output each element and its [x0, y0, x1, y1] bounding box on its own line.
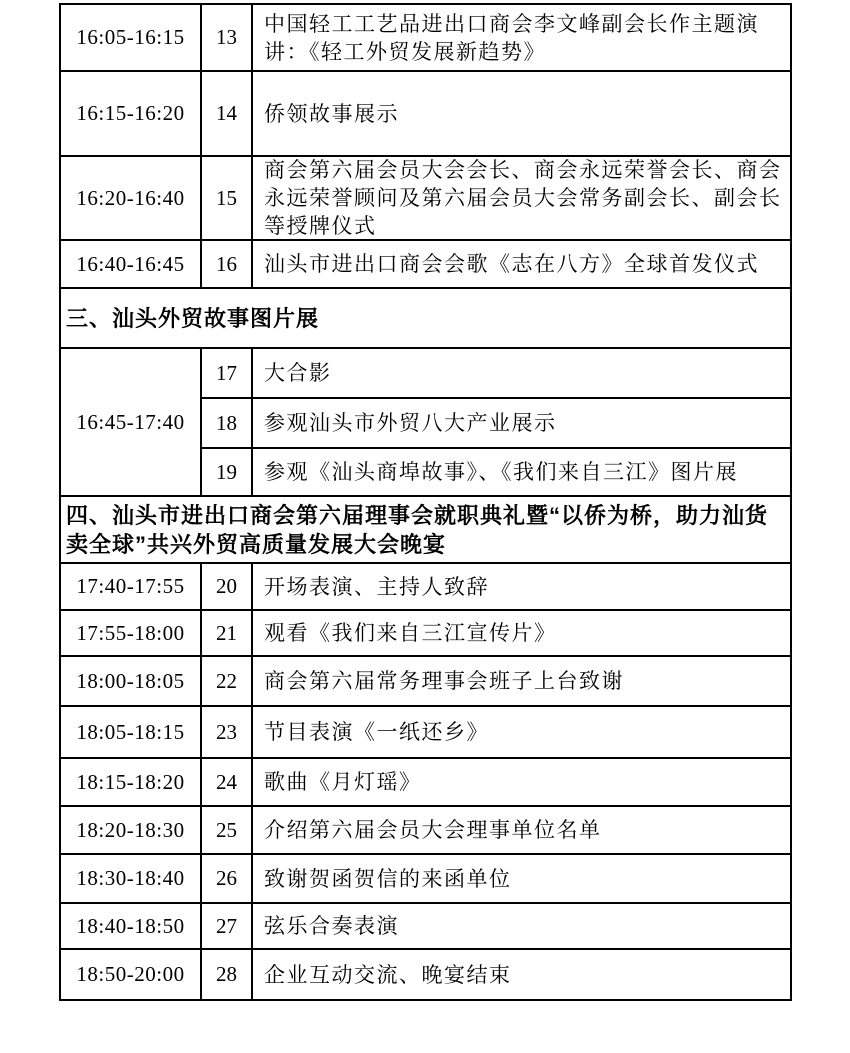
schedule-table: [59, 3, 792, 1001]
description-cell: [253, 241, 790, 287]
event-description: 参观《汕头商埠故事》、《我们来自三江》图片展: [264, 460, 738, 484]
description-cell: [253, 349, 790, 397]
time-cell: 18:15-18:20: [61, 759, 202, 805]
row-number-cell: 28: [202, 950, 253, 999]
row-number-cell: 20: [202, 564, 253, 609]
time-cell: 18:20-18:30: [61, 807, 202, 853]
schedule-row: [61, 657, 790, 707]
event-description: 弦乐合奏表演: [264, 914, 399, 938]
description-cell: [253, 807, 790, 853]
time-cell: 18:50-20:00: [61, 950, 202, 999]
row-number-cell: 21: [202, 611, 253, 655]
schedule-row-group: [61, 349, 790, 497]
schedule-row: [61, 564, 790, 611]
row-number-cell: 25: [202, 807, 253, 853]
row-number-cell: 17: [202, 349, 253, 397]
schedule-row: [61, 807, 790, 855]
description-cell: [253, 657, 790, 705]
description-cell: [253, 72, 790, 155]
time-cell: 18:00-18:05: [61, 657, 202, 705]
section-header-row: [61, 497, 790, 564]
event-description: 观看《我们来自三江宣传片》: [264, 621, 557, 645]
event-description: 大合影: [264, 361, 332, 385]
event-description: 致谢贺函贺信的来函单位: [264, 866, 512, 891]
row-number-cell: 26: [202, 855, 253, 902]
row-number-cell: 13: [202, 5, 253, 70]
schedule-row: [61, 855, 790, 904]
time-cell: 16:15-16:20: [61, 72, 202, 155]
description-cell: [253, 564, 790, 609]
time-cell: 18:05-18:15: [61, 707, 202, 757]
schedule-row: [202, 399, 790, 449]
event-description: 中国轻工工艺品进出口商会李文峰副会长作主题演讲：《轻工外贸发展新趋势》: [264, 11, 759, 64]
description-cell: [253, 904, 790, 948]
time-cell: 16:20-16:40: [61, 157, 202, 239]
description-cell: [253, 950, 790, 999]
event-description: 商会第六届会员大会会长、商会永远荣誉会长、商会永远荣誉顾问及第六届会员大会常务副会长、副会长等授牌仪式: [264, 158, 782, 238]
row-number-cell: 18: [202, 399, 253, 447]
row-number-cell: 16: [202, 241, 253, 287]
event-description: 歌曲《月灯瑶》: [264, 770, 422, 794]
event-description: 节目表演《一纸还乡》: [264, 720, 489, 744]
time-cell: 18:30-18:40: [61, 855, 202, 902]
row-number-cell: 24: [202, 759, 253, 805]
group-items: [202, 349, 790, 495]
schedule-row: [61, 611, 790, 657]
row-number-cell: 14: [202, 72, 253, 155]
time-cell: 16:40-16:45: [61, 241, 202, 287]
schedule-row: [61, 759, 790, 807]
schedule-row: [61, 904, 790, 950]
row-number-cell: 27: [202, 904, 253, 948]
event-description: 开场表演、主持人致辞: [264, 574, 489, 599]
event-description: 汕头市进出口商会会歌《志在八方》全球首发仪式: [264, 252, 759, 276]
schedule-row: [61, 950, 790, 999]
row-number-cell: 23: [202, 707, 253, 757]
description-cell: [253, 157, 790, 239]
event-description: 介绍第六届会员大会理事单位名单: [264, 818, 602, 842]
schedule-row: [61, 72, 790, 157]
schedule-row: [61, 157, 790, 241]
event-description: 参观汕头市外贸八大产业展示: [264, 411, 557, 435]
time-cell: 17:40-17:55: [61, 564, 202, 609]
event-description: 企业互动交流、晚宴结束: [264, 962, 512, 987]
schedule-row: [202, 449, 790, 495]
description-cell: [253, 449, 790, 495]
description-cell: [253, 399, 790, 447]
description-cell: [253, 759, 790, 805]
schedule-row: [61, 5, 790, 72]
description-cell: [253, 855, 790, 902]
section-header: 三、汕头外贸故事图片展: [66, 305, 320, 331]
description-cell: [253, 5, 790, 70]
description-cell: [253, 707, 790, 757]
time-cell: 18:40-18:50: [61, 904, 202, 948]
event-description: 商会第六届常务理事会班子上台致谢: [264, 669, 624, 693]
event-description: 侨领故事展示: [264, 101, 399, 126]
row-number-cell: 19: [202, 449, 253, 495]
time-cell: 17:55-18:00: [61, 611, 202, 655]
schedule-row: [61, 707, 790, 759]
schedule-row: [61, 241, 790, 289]
description-cell: [253, 611, 790, 655]
section-header-row: [61, 289, 790, 349]
row-number-cell: 22: [202, 657, 253, 705]
row-number-cell: 15: [202, 157, 253, 239]
section-header: 四、汕头市进出口商会第六届理事会就职典礼暨“以侨为桥，助力汕货卖全球”共兴外贸高质量发展大会晚宴: [66, 502, 769, 557]
merged-time-cell: 16:45-17:40: [61, 349, 202, 495]
time-cell: 16:05-16:15: [61, 5, 202, 70]
schedule-row: [202, 349, 790, 399]
